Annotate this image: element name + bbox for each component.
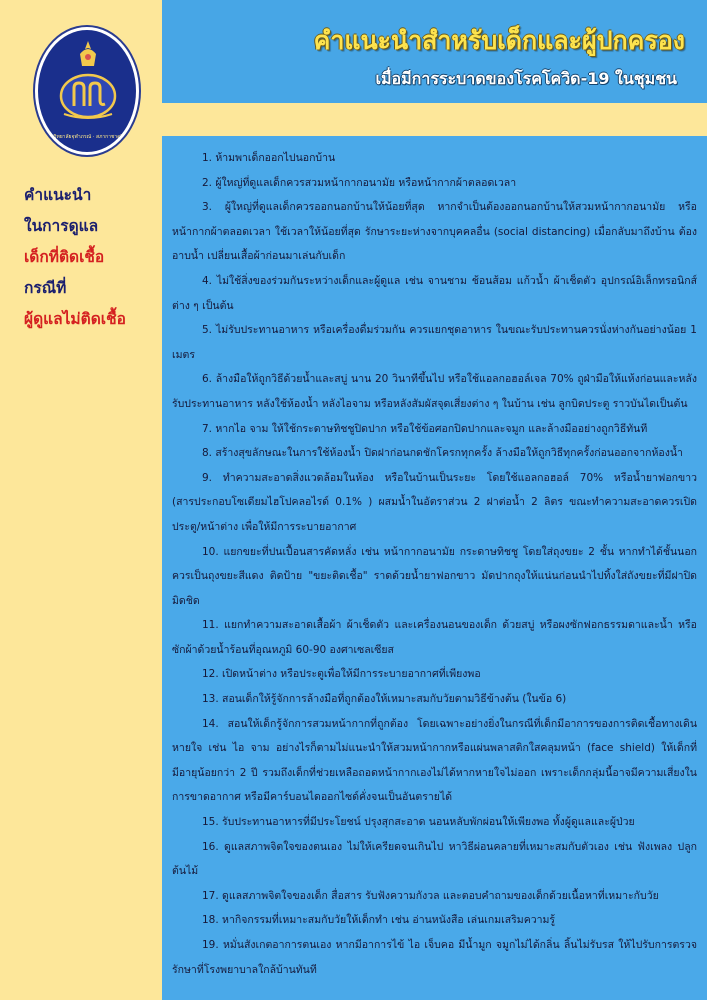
header-banner (162, 0, 707, 103)
advice-item-11: 11. แยกทำความสะอาดเสื้อผ้า ผ้าเช็ดตัว และเครื่องนอนของเด็ก ด้วยสบู่ หรือผงซักฟอกธรรมดาและน้ำ หรือซักผ้าด้วยน้ำร้อนที่อุณหภูมิ 60-90 องศาเซลเซียส (172, 619, 697, 656)
sidebar-line-5: ผู้ดูแลไม่ติดเชื้อ (24, 310, 126, 328)
sidebar-line-2: ในการดูแล (24, 217, 99, 235)
advice-item-8: 8. สร้างสุขลักษณะในการใช้ห้องน้ำ ปิดฝาก่อนกดชักโครกทุกครั้ง ล้างมือให้ถูกวิธีทุกครั้งก่อนออกจากห้องน้ำ (202, 447, 683, 460)
advice-item-1: 1. ห้ามพาเด็กออกไปนอกบ้าน (202, 152, 336, 164)
advice-item-16: 16. ดูแลสภาพจิตใจของตนเอง ไม่ให้เครียดจนเกินไป หาวิธีผ่อนคลายที่เหมาะสมกับตัวเอง เช่น ฟังเพลง ปลูกต้นไม้ (172, 840, 697, 878)
advice-item-3: 3. ผู้ใหญ่ที่ดูแลเด็กควรออกนอกบ้านให้น้อยที่สุด หากจำเป็นต้องออกนอกบ้านให้สวมหน้ากากอนามัย หรือหน้ากากผ้าตลอดเวลา ใช้เวลาให้น้อยที่สุด รักษาระยะห่างจากบุคคลอื่น (social distancing) เมื่อกลับมาถึงบ้าน ต้องอาบน้ำ เปลี่ยนเสื้อผ้าก่อนมาเล่นกับเด็ก (172, 201, 697, 263)
advice-item-17: 17. ดูแลสภาพจิตใจของเด็ก สื่อสาร รับฟังความกังวล และตอบคำถามของเด็กด้วยเนื้อหาที่เหมาะกับวัย (202, 889, 659, 902)
left-sidebar (0, 0, 162, 1000)
advice-item-13: 13. สอนเด็กให้รู้จักการล้างมือที่ถูกต้องให้เหมาะสมกับวัยตามวิธีข้างต้น (ในข้อ 6) (202, 693, 567, 706)
logo (35, 27, 139, 155)
divider-strip (162, 103, 707, 136)
sidebar-line-4: กรณีที่ (24, 279, 67, 297)
logo-caption: ราชวิทยาลัยจุฬาภรณ์ · สภากาชาดไทย (44, 134, 130, 140)
sidebar-label (24, 180, 158, 335)
advice-item-7: 7. หากไอ จาม ให้ใช้กระดาษทิชชูปิดปาก หรือใช้ข้อศอกปิดปากและจมูก และล้างมืออย่างถูกวิธีทันที (202, 422, 648, 435)
advice-list (162, 136, 707, 1000)
advice-item-9: 9. ทำความสะอาดสิ่งแวดล้อมในห้อง หรือในบ้านเป็นระยะ โดยใช้แอลกอฮอล์ 70% หรือน้ำยาฟอกขาว (สารประกอบโซเดียมไฮโปคลอไรด์ 0.1% ) ผสมน้ำในอัตราส่วน 2 ฝาต่อน้ำ 2 ลิตร ขณะทำความสะอาดควรเปิดประตู/หน้าต่าง เพื่อให้มีการระบายอากาศ (172, 471, 697, 533)
royal-emblem-icon (73, 40, 103, 70)
advice-item-14: 14. สอนให้เด็กรู้จักการสวมหน้ากากที่ถูกต้อง โดยเฉพาะอย่างยิ่งในกรณีที่เด็กมีอาการของการติดเชื้อทางเดินหายใจ เช่น ไอ จาม อย่างไรก็ตามไม่แนะนำให้สวมหน้ากากหรือแผ่นพลาสติกใสคลุมหน้า (face shield) ให้เด็กที่มีอายุน้อยกว่า 2 ปี รวมถึงเด็กที่ช่วยเหลือถอดหน้ากากเองไม่ได้หากหายใจไม่ออก เพราะเด็กกลุ่มนี้อาจมีความเสี่ยงในการขาดอากาศ หรือมีคาร์บอนไดออกไซด์คั่งจนเป็นอันตรายได้ (172, 717, 697, 804)
advice-item-6: 6. ล้างมือให้ถูกวิธีด้วยน้ำและสบู่ นาน 20 วินาทีขึ้นไป หรือใช้แอลกอฮอล์เจล 70% ถูฝ่ามือให้แห้งก่อนและหลังรับประทานอาหาร หลังใช้ห้องน้ำ หลังไอจาม หรือหลังสัมผัสจุดเสี่ยงต่าง ๆ ในบ้าน เช่น ลูกบิดประตู ราวบันไดเป็นต้น (172, 373, 697, 410)
institution-monogram-icon (58, 72, 118, 120)
advice-item-19: 19. หมั่นสังเกตอาการตนเอง หากมีอาการไข้ ไอ เจ็บคอ มีน้ำมูก จมูกไม่ได้กลิ่น ลิ้นไม่รับรส ให้ไปรับการตรวจรักษาที่โรงพยาบาลใกล้บ้านทันที (172, 939, 697, 976)
advice-item-12: 12. เปิดหน้าต่าง หรือประตูเพื่อให้มีการระบายอากาศที่เพียงพอ (202, 668, 481, 681)
advice-item-2: 2. ผู้ใหญ่ที่ดูแลเด็กควรสวมหน้ากากอนามัย หรือหน้ากากผ้าตลอดเวลา (202, 176, 517, 189)
page-title: คำแนะนำสำหรับเด็กและผู้ปกครอง (313, 26, 685, 55)
advice-item-18: 18. หากิจกรรมที่เหมาะสมกับวัยให้เด็กทำ เช่น อ่านหนังสือ เล่นเกมเสริมความรู้ (202, 914, 556, 927)
page-subtitle: เมื่อมีการระบาดของโรคโควิด-19 ในชุมชน (375, 69, 677, 88)
advice-item-10: 10. แยกขยะที่ปนเปื้อนสารคัดหลั่ง เช่น หน้ากากอนามัย กระดาษทิชชู โดยใส่ถุงขยะ 2 ชั้น หากทำได้ชั้นนอกควรเป็นถุงขยะสีแดง ติดป้าย "ขยะติดเชื้อ" ราดด้วยน้ำยาฟอกขาว มัดปากถุงให้แน่นก่อนนำไปทิ้งใส่ถังขยะที่มีฝาปิดมิดชิด (172, 545, 697, 607)
sidebar-line-1: คำแนะนำ (24, 186, 92, 204)
advice-item-5: 5. ไม่รับประทานอาหาร หรือเครื่องดื่มร่วมกัน ควรแยกชุดอาหาร ในขณะรับประทานควรนั่งห่างกันอย่างน้อย 1 เมตร (172, 324, 697, 361)
sidebar-line-3: เด็กที่ติดเชื้อ (24, 248, 105, 266)
advice-item-4: 4. ไม่ใช้สิ่งของร่วมกันระหว่างเด็กและผู้ดูแล เช่น จานชาม ช้อนส้อม แก้วน้ำ ผ้าเช็ดตัว อุปกรณ์อิเล็กทรอนิกส์ต่าง ๆ เป็นต้น (172, 274, 697, 312)
advice-item-15: 15. รับประทานอาหารที่มีประโยชน์ ปรุงสุกสะอาด นอนหลับพักผ่อนให้เพียงพอ ทั้งผู้ดูแลและผู้ป่วย (202, 816, 635, 829)
